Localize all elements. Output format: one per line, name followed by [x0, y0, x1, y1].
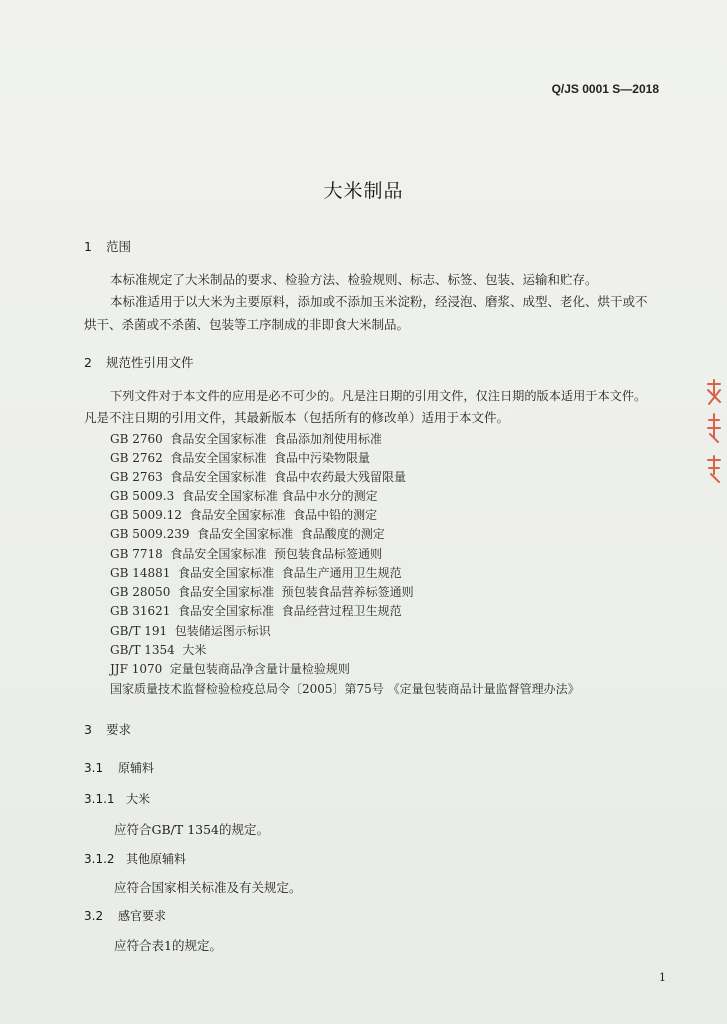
- page-number: 1: [659, 971, 666, 984]
- standard-code: Q/JS 0001 S—2018: [551, 82, 659, 96]
- reference-item: GB 31621 食品安全国家标准 食品经营过程卫生规范: [110, 604, 402, 618]
- section-3-2-heading: [84, 907, 166, 924]
- reference-item: GB 2762 食品安全国家标准 食品中污染物限量: [110, 451, 371, 465]
- reference-item: GB 2763 食品安全国家标准 食品中农药最大残留限量: [110, 470, 407, 484]
- section-number: 3.1: [84, 761, 104, 775]
- section-number: 3.2: [84, 909, 104, 923]
- scope-paragraph-2-line-1: 本标准适用于以大米为主要原料，添加或不添加玉米淀粉，经浸泡、磨浆、成型、老化、烘干或不: [110, 294, 648, 309]
- reference-item: GB 5009.3 食品安全国家标准 食品中水分的测定: [110, 489, 378, 503]
- section-title: 大米: [126, 792, 151, 806]
- reference-item: GB 5009.12 食品安全国家标准 食品中铅的测定: [110, 508, 378, 522]
- section-number: 1: [84, 239, 92, 254]
- reference-item: GB 5009.239 食品安全国家标准 食品酸度的测定: [110, 527, 385, 541]
- reference-item: GB/T 191 包装储运图示标识: [110, 624, 271, 638]
- scope-paragraph-2-line-2: 烘干、杀菌或不杀菌、包装等工序制成的非即食大米制品。: [84, 317, 410, 332]
- section-title: 原辅料: [118, 761, 155, 775]
- section-title: 要求: [106, 722, 132, 737]
- refs-intro-line-2: 凡是不注日期的引用文件，其最新版本（包括所有的修改单）适用于本文件。: [84, 410, 510, 425]
- section-number: 3.1.1: [84, 792, 115, 806]
- section-number: 3.1.2: [84, 852, 115, 866]
- reference-item: GB 7718 食品安全国家标准 预包装食品标签通则: [110, 547, 383, 561]
- reference-item: GB 2760 食品安全国家标准 食品添加剂使用标准: [110, 432, 383, 446]
- section-title: 规范性引用文件: [106, 355, 194, 370]
- reference-item: GB 28050 食品安全国家标准 预包装食品营养标签通则: [110, 585, 414, 599]
- section-3-2-text: 应符合表1的规定。: [114, 938, 222, 953]
- section-3-1-2-text: 应符合国家相关标准及有关规定。: [114, 880, 302, 895]
- section-title: 感官要求: [118, 909, 167, 923]
- section-3-heading: [84, 720, 131, 738]
- reference-item: 国家质量技术监督检验检疫总局令〔2005〕第75号 《定量包装商品计量监督管理办法》: [110, 682, 580, 696]
- section-2-heading: [84, 353, 194, 371]
- refs-intro-line-1: 下列文件对于本文件的应用是必不可少的。凡是注日期的引用文件，仅注日期的版本适用于本文件。: [110, 389, 647, 403]
- section-1-heading: [84, 237, 131, 255]
- section-3-1-heading: [84, 759, 154, 776]
- seal-stamp-fragment: [705, 378, 723, 488]
- section-number: 3: [84, 722, 92, 737]
- section-title: 其他原辅料: [126, 852, 187, 866]
- reference-item: GB/T 1354 大米: [110, 643, 207, 657]
- reference-item: GB 14881 食品安全国家标准 食品生产通用卫生规范: [110, 566, 402, 580]
- scope-paragraph-1: 本标准规定了大米制品的要求、检验方法、检验规则、标志、标签、包装、运输和贮存。: [110, 272, 598, 287]
- section-3-1-1-heading: [84, 790, 150, 807]
- section-3-1-1-text: 应符合GB/T 1354的规定。: [114, 822, 270, 837]
- reference-item: JJF 1070 定量包装商品净含量计量检验规则: [110, 662, 350, 676]
- section-number: 2: [84, 355, 92, 370]
- section-3-1-2-heading: [84, 850, 186, 867]
- section-title: 范围: [106, 239, 132, 254]
- document-title: 大米制品: [323, 180, 404, 202]
